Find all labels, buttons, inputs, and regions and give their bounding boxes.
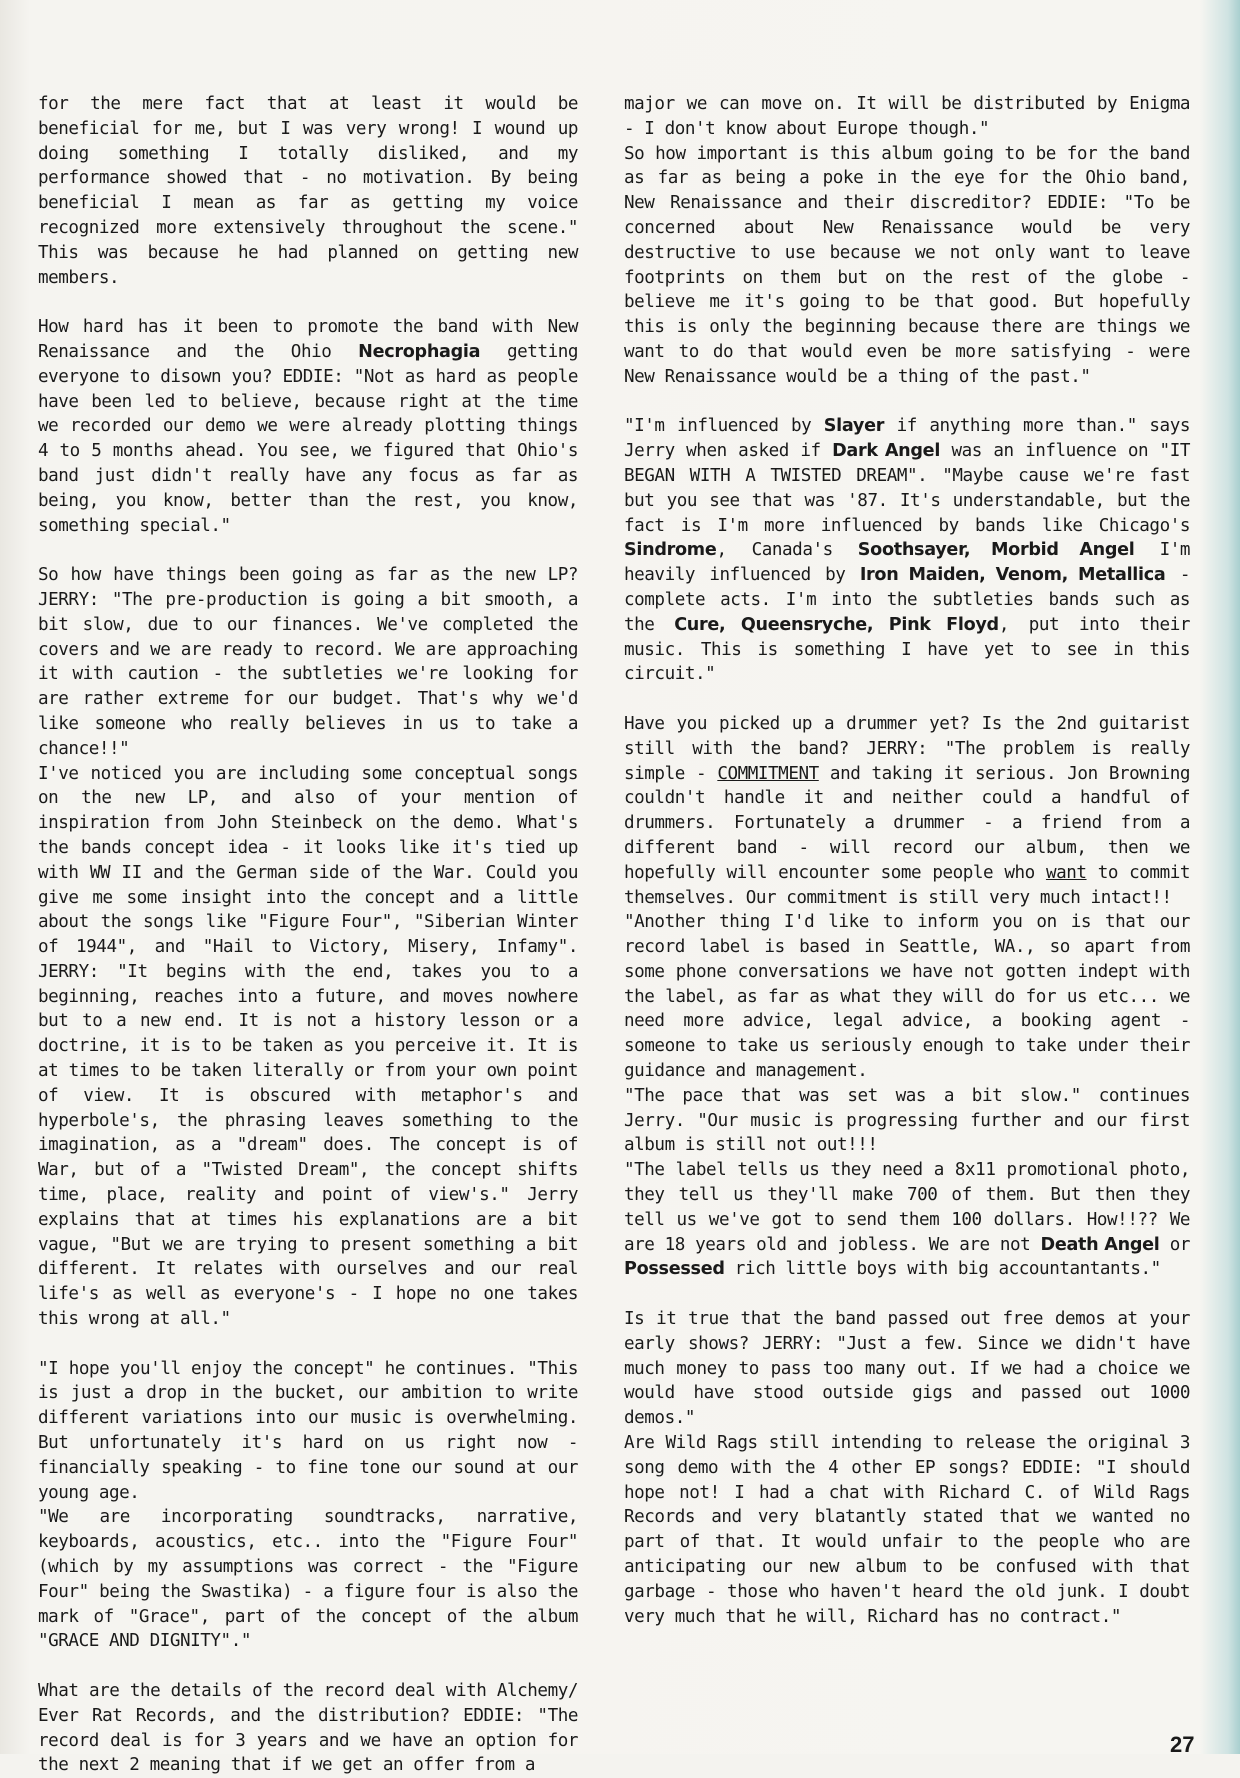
paragraph: "Another thing I'd like to inform you on is that our record label is based in Seattle, WA., so apart from some phone conversations we have not gotten indept with the label, as far as what they will do for us etc... we need more advice, legal advice, a booking agent - someone to take us seriously enough to take under their guidance and management.	[624, 912, 1190, 1082]
left-column	[38, 92, 578, 1778]
paragraph: for the mere fact that at least it would be beneficial for me, but I was very wrong! I wound up doing something I totally disliked, and my performance showed that - no motivation. By being beneficial I mean as far as getting my voice recognized more extensively throughout the scene." This was because he had planned on getting new members.	[38, 94, 578, 288]
band-name: Possessed	[624, 1259, 725, 1280]
band-name: Sindrome	[624, 540, 717, 561]
paragraph: Is it true that the band passed out free demos at your early shows? JERRY: "Just a few. Since we didn't have much money to pass too many out. If we had a choice we would have stood outside gigs and passed out 1000 demos."	[624, 1309, 1190, 1429]
paragraph: So how important is this album going to be for the band as far as being a poke in the eye for the Ohio band, New Renaissance and their discreditor? EDDIE: "To be concerned about New Renaissance would be very destructive to use because we not only want to leave footprints on them but on the rest of the globe - believe me it's going to be that good. But hopefully this is only the beginning because there are things we want to do that would even be more satisfying - were New Renaissance would be a thing of the past."	[624, 143, 1190, 387]
band-name: Soothsayer, Morbid Angel	[857, 540, 1135, 561]
paragraph: What are the details of the record deal with Alchemy/ Ever Rat Records, and the distribution? EDDIE: "The record deal is for 3 years and we have an option for the next 2 meaning that if we get an offer from a	[38, 1681, 578, 1776]
band-name: Dark Angel	[832, 441, 941, 462]
paragraph: Have you picked up a drummer yet? Is the 2nd guitarist still with the band? JERRY: "The problem is really simple - COMMITMENT and taking it serious. Jon Browning couldn't handle it and neither could a handful of drummers. Fortunately a drummer - a friend from a different band - will record our album, then we hopefully will encounter some people who want to commit themselves. Our commitment is still very much intact!!	[624, 713, 1191, 908]
paragraph: "I'm influenced by Slayer if anything more than." says Jerry when asked if Dark Angel was an influence on "IT BEGAN WITH A TWISTED DREAM". "Maybe cause we're fast but you see that was '87. It's understandable, but the fact is I'm more influenced by bands like Chicago's Sindrome, Canada's Soothsayer, Morbid Angel I'm heavily influenced by Iron Maiden, Venom, Metallica - complete acts. I'm into the subtleties bands such as the Cure, Queensryche, Pink Floyd, put into their music. This is something I have yet to see in this circuit."	[624, 416, 1190, 685]
right-column	[624, 92, 1190, 1629]
band-name: Cure, Queensryche, Pink Floyd	[674, 614, 999, 635]
paragraph: "The label tells us they need a 8x11 promotional photo, they tell us they'll make 700 of them. But then they tell us we've got to send them 100 dollars. How!!?? We are 18 years old and jobless. We are not Death Angel or Possessed rich little boys with big accountantants."	[624, 1160, 1190, 1280]
paragraph: "We are incorporating soundtracks, narrative, keyboards, acoustics, etc.. into the "Figure Four" (which by my assumptions was correct - the "Figure Four" being the Swastika) - a figure four is also the mark of "Grace", part of the concept of the album "GRACE AND DIGNITY"."	[38, 1507, 578, 1652]
band-name: Slayer	[823, 416, 885, 437]
page-number: 27	[1170, 1732, 1195, 1757]
band-name: Iron Maiden, Venom, Metallica	[859, 565, 1166, 586]
band-name: Death Angel	[1040, 1234, 1160, 1255]
paragraph: So how have things been going as far as the new LP? JERRY: "The pre-production is going a bit smooth, a bit slow, due to our finances. We've completed the covers and we are ready to record. We are approaching it with caution - the subtleties we're looking for are rather extreme for our budget. That's why we'd like someone who really believes in us to take a chance!!"	[38, 565, 578, 759]
band-name: Necrophagia	[358, 341, 481, 362]
paragraph: I've noticed you are including some conceptual songs on the new LP, and also of your mention of inspiration from John Steinbeck on the demo. What's the bands concept idea - it looks like it's tied up with WW II and the German side of the War. Could you give me some insight into the concept and a little about the songs like "Figure Four", "Siberian Winter of 1944", and "Hail to Victory, Misery, Infamy". JERRY: "It begins with the end, takes you to a beginning, reaches into a future, and moves nowhere but to a new end. It is not a history lesson or a doctrine, it is to be taken as you perceive it. It is at times to be taken literally or from your own point of view. It is obscured with metaphor's and hyperbole's, the phrasing leaves something to the imagination, as a "dream" does. The concept is of War, but of a "Twisted Dream", the concept shifts time, place, reality and point of view's." Jerry explains that at times his explanations are a bit vague, "But we are trying to present something a bit different. It relates with ourselves and our real life's as well as everyone's - I hope no one takes this wrong at all."	[38, 763, 578, 1330]
paragraph: "The pace that was set was a bit slow." continues Jerry. "Our music is progressing further and our first album is still not out!!!	[624, 1085, 1190, 1156]
underlined-word: COMMITMENT	[717, 763, 819, 784]
paragraph: major we can move on. It will be distributed by Enigma - I don't know about Europe though."	[624, 94, 1190, 139]
paragraph: How hard has it been to promote the band with New Renaissance and the Ohio Necrophagia getting everyone to disown you? EDDIE: "Not as hard as people have been led to believe, because right at the time we recorded our demo we were already plotting things 4 to 5 months ahead. You see, we figured that Ohio's band just didn't really have any focus as far as being, you know, better than the rest, you know, something special."	[38, 317, 579, 536]
paragraph: Are Wild Rags still intending to release the original 3 song demo with the 4 other EP songs? EDDIE: "I should hope not! I had a chat with Richard C. of Wild Rags Records and very blatantly stated that we wanted no part of that. It would unfair to the people who are anticipating our new album to be confused with that garbage - those who haven't heard the old junk. I doubt very much that he will, Richard has no contract."	[624, 1433, 1190, 1627]
paragraph: "I hope you'll enjoy the concept" he continues. "This is just a drop in the bucket, our ambition to write different variations into our music is overwhelming. But unfortunately it's hard on us right now - financially speaking - to fine tone our sound at our young age.	[38, 1358, 578, 1503]
underlined-word: want	[1045, 862, 1087, 883]
